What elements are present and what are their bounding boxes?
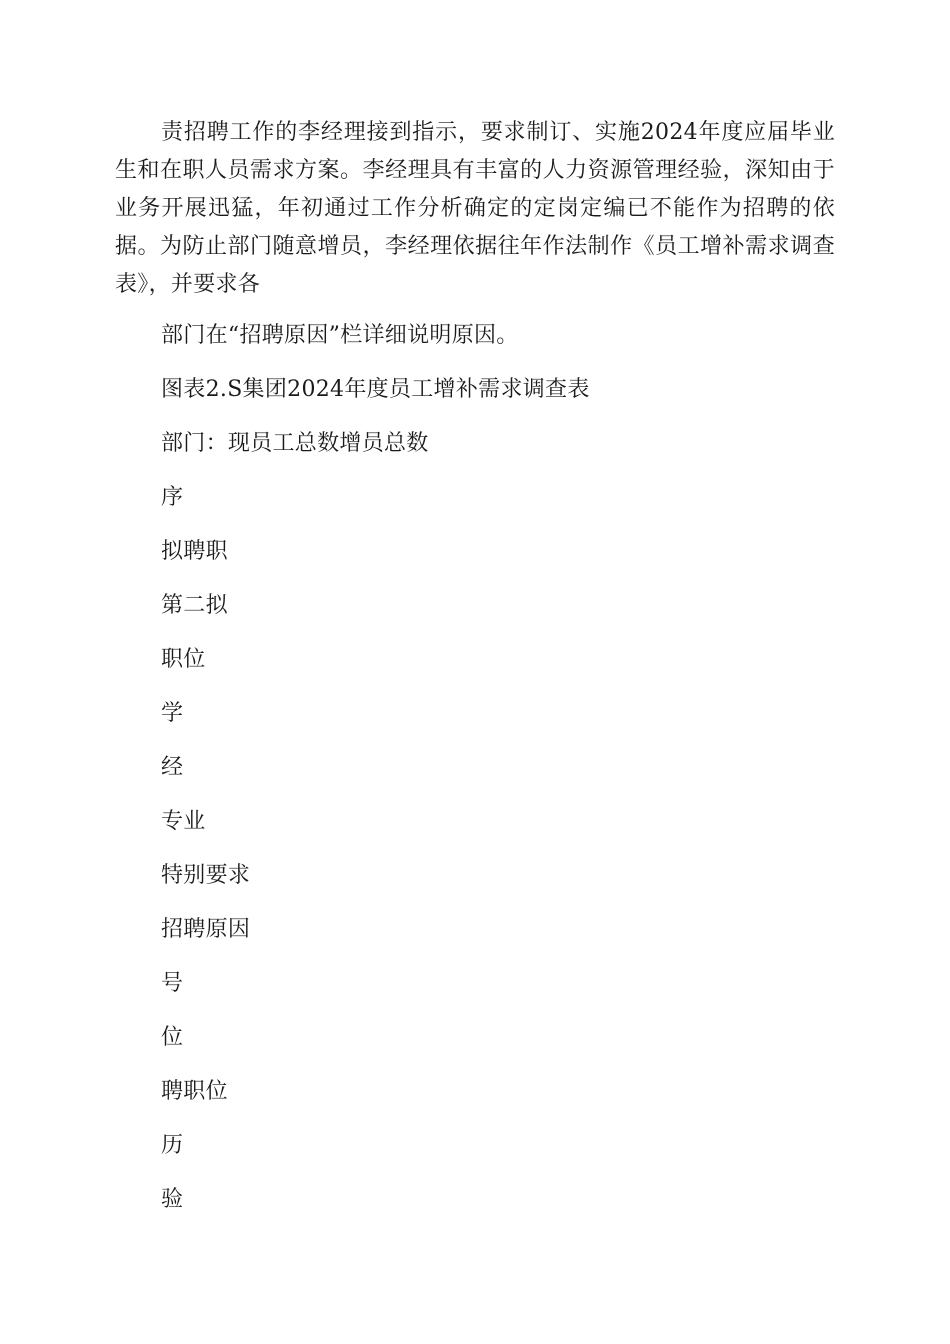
figure-caption: 图表2.S集团2024年度员工增补需求调查表 xyxy=(161,377,590,402)
table-fragment: 历 xyxy=(161,1133,184,1158)
table-fragment: 特别要求 xyxy=(161,863,251,888)
table-fragment: 序 xyxy=(161,485,184,510)
table-fragment: 第二拟 xyxy=(161,593,228,618)
table-fragment: 拟聘职 xyxy=(161,539,228,564)
continuation-line: 部门在“招聘原因”栏详细说明原因。 xyxy=(161,323,519,348)
table-fragment: 聘职位 xyxy=(161,1079,228,1104)
department-header-line: 部门：现员工总数增员总数 xyxy=(161,431,429,456)
table-fragment: 位 xyxy=(161,1025,184,1050)
table-fragment: 学 xyxy=(161,701,184,726)
table-fragment: 职位 xyxy=(161,647,206,672)
table-fragment: 专业 xyxy=(161,809,206,834)
table-fragment: 号 xyxy=(161,971,184,996)
intro-paragraph: 责招聘工作的李经理接到指示，要求制订、实施2024年度应届毕业生和在职人员需求方案。李经理具有丰富的人力资源管理经验，深知由于业务开展迅猛，年初通过工作分析确定的定岗定编已不能作为招聘的依据。为防止部门随意增员，李经理依据往年作法制作《员工增补需求调查表》，并要求各 xyxy=(115,120,835,297)
table-fragment: 验 xyxy=(161,1187,184,1212)
table-fragment: 经 xyxy=(161,755,184,780)
table-fragment: 招聘原因 xyxy=(161,917,251,942)
